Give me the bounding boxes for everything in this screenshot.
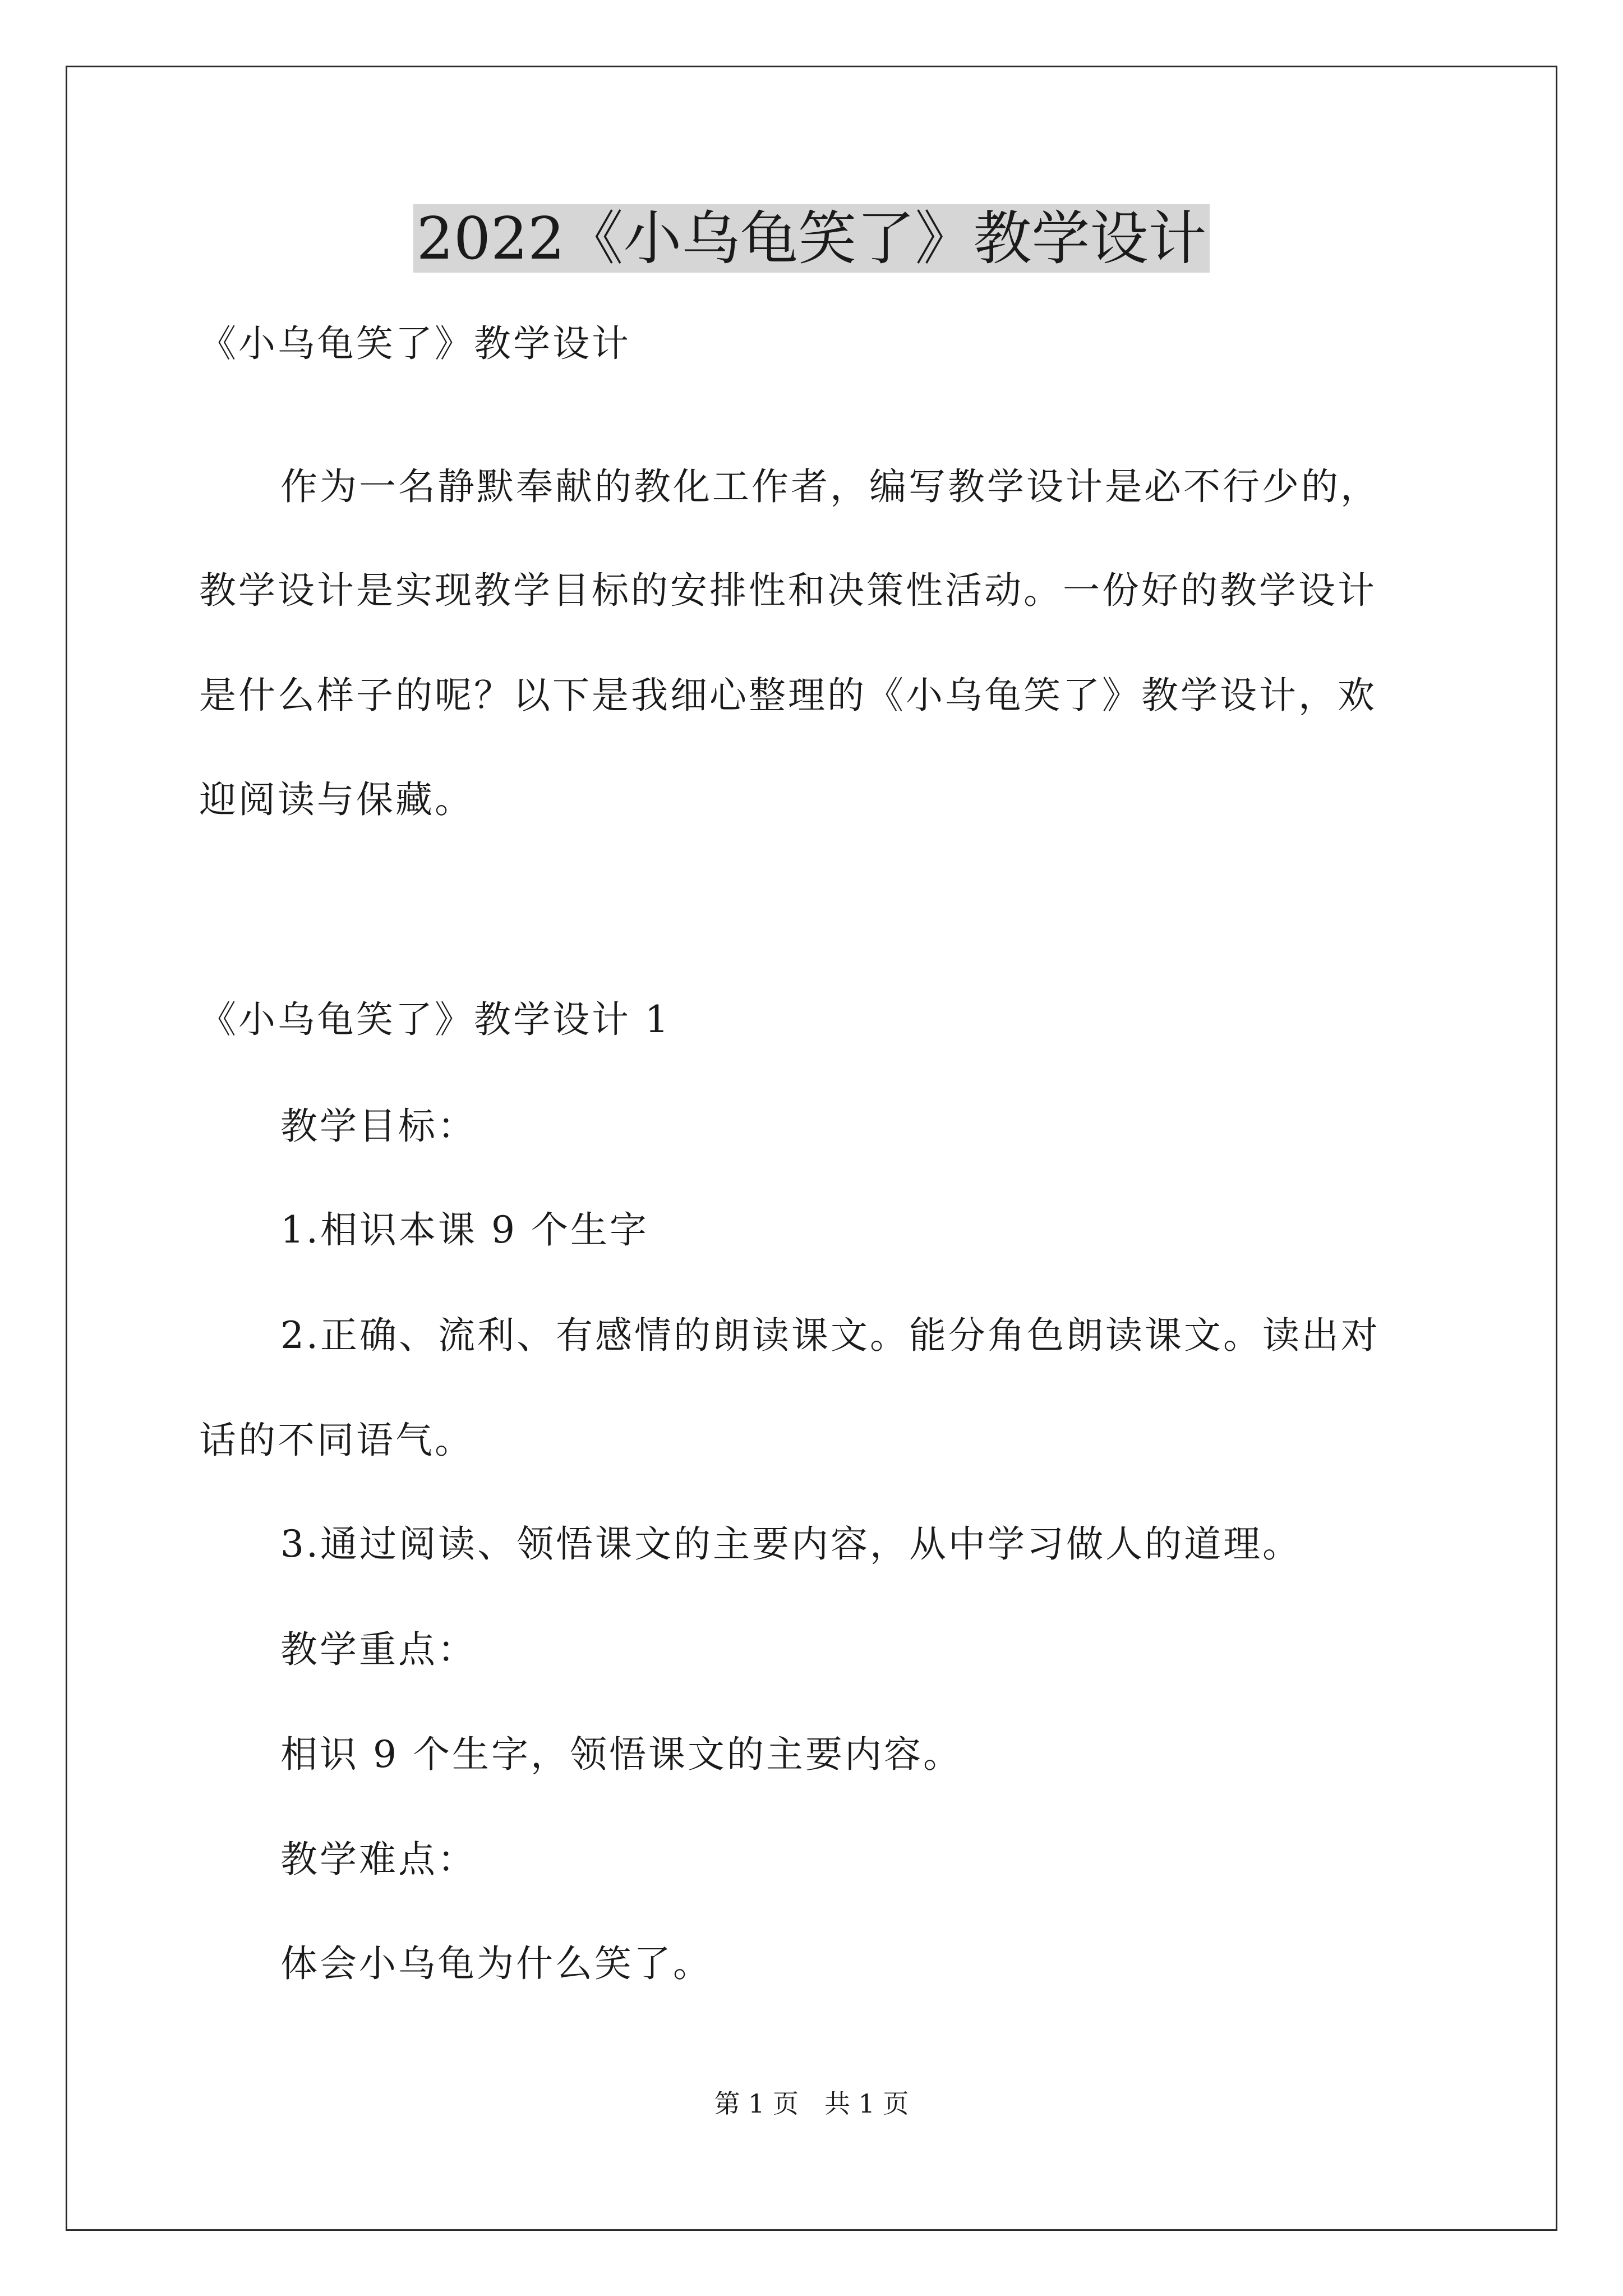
document-title: [0, 199, 1623, 278]
intro-line-1: 作为一名静默奉献的教化工作者，编写教学设计是必不行少的，: [280, 465, 1380, 508]
key-text: 相识 9 个生字，领悟课文的主要内容。: [280, 1733, 962, 1776]
goals-label: 教学目标：: [280, 1105, 477, 1148]
page-footer: 第 1 页 共 1 页: [714, 2088, 909, 2119]
difficulty-text: 体会小乌龟为什么笑了。: [280, 1942, 712, 1985]
goal-2-line-1: 2.正确、流利、有感情的朗读课文。能分角色朗读课文。读出对: [280, 1314, 1380, 1357]
key-label: 教学重点：: [280, 1628, 477, 1671]
difficulty-label: 教学难点：: [280, 1838, 477, 1881]
goal-3: 3.通过阅读、领悟课文的主要内容，从中学习做人的道理。: [280, 1522, 1302, 1566]
document-subtitle: 《小乌龟笑了》教学设计: [199, 322, 631, 365]
goal-2-line-2: 话的不同语气。: [199, 1419, 474, 1462]
section-heading: 《小乌龟笑了》教学设计 1: [199, 998, 671, 1041]
document-title-text: 2022《小乌龟笑了》教学设计: [413, 204, 1210, 273]
intro-line-4: 迎阅读与保藏。: [199, 778, 474, 821]
intro-line-3: 是什么样子的呢？以下是我细心整理的《小乌龟笑了》教学设计，欢: [199, 674, 1377, 717]
goal-1: 1.相识本课 9 个生字: [280, 1208, 649, 1251]
intro-line-2: 教学设计是实现教学目标的安排性和决策性活动。一份好的教学设计: [199, 569, 1377, 612]
